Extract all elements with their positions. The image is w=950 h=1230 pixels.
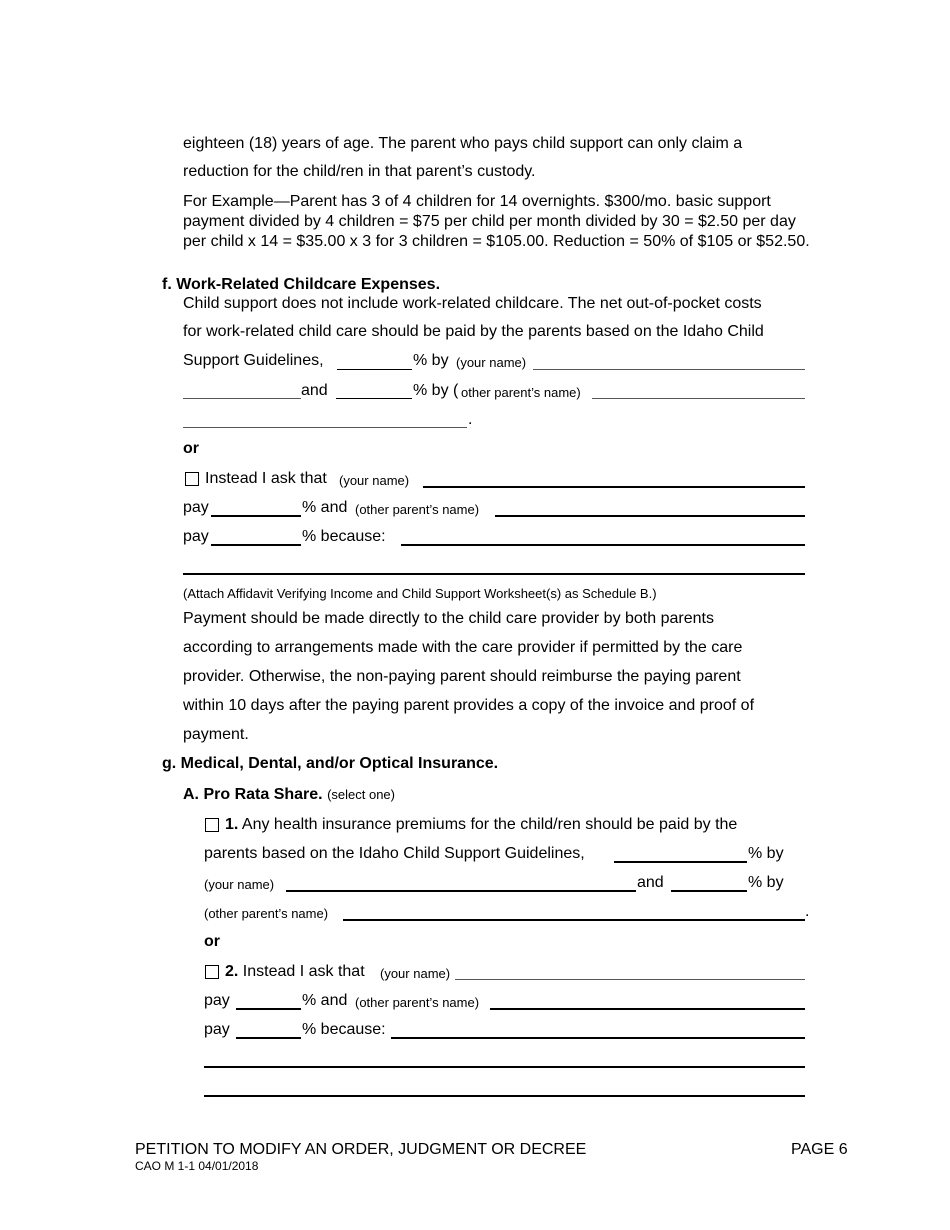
g-your-name-field[interactable] bbox=[286, 890, 636, 892]
g-option-2-checkbox[interactable] bbox=[205, 965, 219, 979]
f-because-field[interactable] bbox=[401, 544, 805, 546]
g-option-1-line-2: parents based on the Idaho Child Support Guidelines, bbox=[204, 845, 585, 862]
footer-page-number: PAGE 6 bbox=[791, 1141, 848, 1158]
f-pay-label-1: pay bbox=[183, 499, 209, 516]
f-payment-line-1: Payment should be made directly to the child care provider by both parents bbox=[183, 610, 714, 627]
g-option-2-line bbox=[225, 963, 365, 981]
g-option-2-other-parent-label: (other parent’s name) bbox=[355, 995, 480, 1010]
g-option-2-number: 2. bbox=[225, 963, 239, 980]
f-payment-line-5: payment. bbox=[183, 726, 249, 743]
f-pay-label-2: pay bbox=[183, 528, 209, 545]
section-f-heading: f. Work-Related Childcare Expenses. bbox=[162, 276, 441, 293]
section-g-heading: g. Medical, Dental, and/or Optical Insurance. bbox=[162, 755, 499, 772]
f-or-label: or bbox=[183, 440, 199, 457]
g-because-field-cont-1[interactable] bbox=[204, 1066, 805, 1068]
g-pay-label-2: pay bbox=[204, 1021, 230, 1038]
g-select-one: (select one) bbox=[327, 787, 395, 802]
f-pct-by-label: % by bbox=[413, 352, 449, 369]
footer-code: CAO M 1-1 04/01/2018 bbox=[135, 1159, 259, 1173]
g-other-parent-field[interactable] bbox=[343, 919, 805, 921]
f-instead-other-parent-field[interactable] bbox=[495, 515, 805, 517]
section-f-line-3: Support Guidelines, bbox=[183, 352, 324, 369]
f-other-parent-label: other parent’s name) bbox=[461, 385, 581, 400]
g-pct-and-label: % and bbox=[302, 992, 348, 1009]
g-option-2-percent-2-field[interactable] bbox=[236, 1037, 301, 1039]
f-because-field-cont[interactable] bbox=[183, 573, 805, 575]
g-sub-a bbox=[183, 786, 395, 804]
example-paragraph: For Example—Parent has 3 of 4 children for 14 overnights. $300/mo. basic support payment divided by 4 children = $75 per child per month divided by 30 = $2.50 per day per child x 14 = $35.00 x 3 for 3 children = $105.00. Reduction = 50% of $105 or $52.50. bbox=[183, 193, 810, 250]
f-instead-checkbox[interactable] bbox=[185, 472, 199, 486]
g-or-label: or bbox=[204, 933, 220, 950]
f-attach-note: (Attach Affidavit Verifying Income and Child Support Worksheet(s) as Schedule B.) bbox=[183, 586, 657, 601]
footer-title: PETITION TO MODIFY AN ORDER, JUDGMENT OR DECREE bbox=[135, 1141, 587, 1158]
section-f-line-1: Child support does not include work-related childcare. The net out-of-pocket costs bbox=[183, 295, 762, 312]
g-period: . bbox=[805, 903, 810, 920]
f-instead-your-name-label: (your name) bbox=[339, 473, 410, 488]
f-and-label: and bbox=[301, 382, 328, 399]
f-percent-2-field[interactable] bbox=[336, 398, 412, 399]
f-payment-line-4: within 10 days after the paying parent provides a copy of the invoice and proof of bbox=[183, 697, 755, 714]
g-option-1-number: 1. bbox=[225, 816, 239, 833]
intro-line-1: eighteen (18) years of age. The parent who pays child support can only claim a bbox=[183, 135, 743, 152]
f-your-name-label: (your name) bbox=[456, 355, 527, 370]
f-your-name-field-cont[interactable] bbox=[183, 398, 301, 399]
g-pay-label-1: pay bbox=[204, 992, 230, 1009]
g-option-1-percent-1-field[interactable] bbox=[614, 861, 747, 863]
f-your-name-field[interactable] bbox=[533, 369, 805, 370]
f-pct-because-label: % because: bbox=[302, 528, 386, 545]
g-other-parent-label: (other parent’s name) bbox=[204, 906, 329, 921]
g-because-field[interactable] bbox=[391, 1037, 805, 1039]
g-option-1-text: Any health insurance premiums for the child/ren should be paid by the bbox=[241, 816, 738, 833]
g-pct-by-label-1: % by bbox=[748, 845, 784, 862]
f-instead-label: Instead I ask that bbox=[205, 470, 327, 487]
g-pct-because-label: % because: bbox=[302, 1021, 386, 1038]
g-option-1-percent-2-field[interactable] bbox=[671, 890, 747, 892]
f-instead-percent-2-field[interactable] bbox=[211, 544, 301, 546]
f-pct-by-paren-label: % by ( bbox=[413, 382, 459, 399]
f-instead-percent-1-field[interactable] bbox=[211, 515, 301, 517]
f-percent-1-field[interactable] bbox=[337, 369, 412, 370]
f-other-parent-field-cont[interactable] bbox=[183, 427, 467, 428]
g-option-2-percent-1-field[interactable] bbox=[236, 1008, 301, 1010]
g-because-field-cont-2[interactable] bbox=[204, 1095, 805, 1097]
f-instead-your-name-field[interactable] bbox=[423, 486, 805, 488]
g-option-2-text: Instead I ask that bbox=[242, 963, 365, 980]
g-your-name-label: (your name) bbox=[204, 877, 275, 892]
f-payment-line-3: provider. Otherwise, the non-paying parent should reimburse the paying parent bbox=[183, 668, 741, 685]
f-pct-and-label: % and bbox=[302, 499, 348, 516]
f-period: . bbox=[468, 411, 473, 428]
g-option-2-other-parent-field[interactable] bbox=[490, 1008, 805, 1010]
f-payment-line-2: according to arrangements made with the care provider if permitted by the care bbox=[183, 639, 743, 656]
g-option-2-your-name-field[interactable] bbox=[455, 979, 805, 980]
g-option-2-your-name-label: (your name) bbox=[380, 966, 451, 981]
f-other-parent-field[interactable] bbox=[592, 398, 805, 399]
g-option-1-checkbox[interactable] bbox=[205, 818, 219, 832]
g-and-label: and bbox=[637, 874, 664, 891]
g-sub-a-title: A. Pro Rata Share. bbox=[183, 786, 323, 803]
section-f-line-2: for work-related child care should be paid by the parents based on the Idaho Child bbox=[183, 323, 764, 340]
g-pct-by-label-2: % by bbox=[748, 874, 784, 891]
f-instead-other-parent-label: (other parent’s name) bbox=[355, 502, 480, 517]
intro-line-2: reduction for the child/ren in that parent’s custody. bbox=[183, 163, 536, 180]
g-option-1-line-1 bbox=[225, 816, 737, 834]
